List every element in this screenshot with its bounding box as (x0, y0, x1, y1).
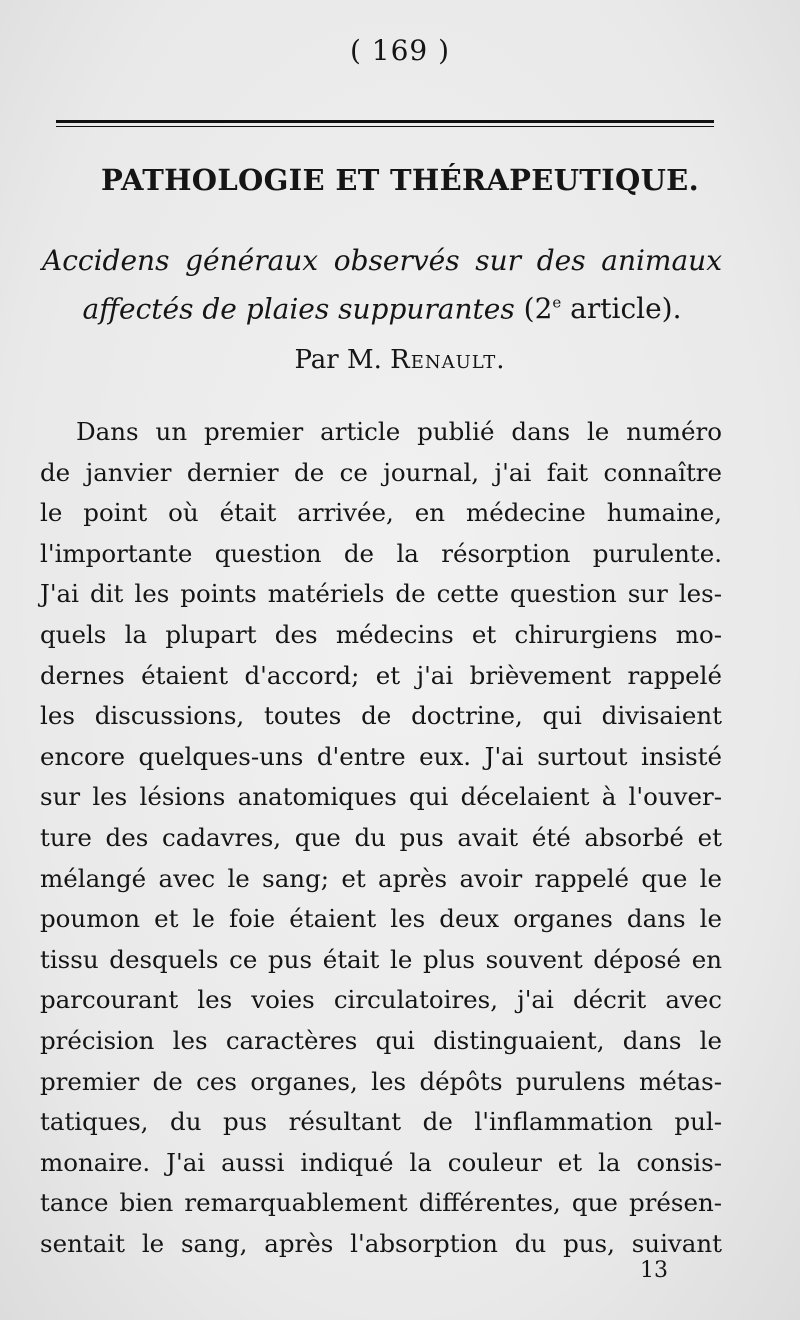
text-line: quels la plupart des médecins et chirurgiens mo- (40, 619, 722, 649)
text-line: dernes étaient d'accord; et j'ai brièvement rappelé (40, 660, 722, 690)
text-line: tatiques, du pus résultant de l'inflammation pul- (40, 1107, 722, 1137)
text-line: J'ai dit les points matériels de cette question sur les- (40, 579, 722, 609)
text-line: les discussions, toutes de doctrine, qui divisaient (40, 701, 722, 731)
header-rule-thin (56, 126, 714, 127)
text-line: encore quelques-uns d'entre eux. J'ai surtout insisté (40, 741, 722, 771)
text-line: monaire. J'ai aussi indiqué la couleur et la consis- (40, 1147, 722, 1177)
header-rule-thick (56, 120, 714, 123)
text-line: l'importante question de la résorption purulente. (40, 538, 722, 568)
text-line: tissu desquels ce pus était le plus souvent déposé en (40, 944, 722, 974)
text-line: sur les lésions anatomiques qui décelaient à l'ouver- (40, 782, 722, 812)
signature-mark: 13 (640, 1258, 668, 1283)
page-number: ( 169 ) (349, 34, 451, 67)
text-line: ture des cadavres, que du pus avait été absorbé et (40, 822, 722, 852)
body-text (40, 412, 722, 1264)
text-line: parcourant les voies circulatoires, j'ai décrit avec (40, 985, 722, 1015)
byline (0, 345, 800, 375)
text-line: précision les caractères qui distinguaient, dans le (40, 1025, 722, 1055)
text-line: le point où était arrivée, en médecine humaine, (40, 498, 722, 528)
article-title (42, 240, 722, 330)
byline-prefix: Par M. (294, 345, 391, 375)
text-line: poumon et le foie étaient les deux organes dans le (40, 904, 722, 934)
article-title-text: Accidens généraux observés sur des animaux affectés de plaies suppurantes (42, 244, 722, 326)
text-line: de janvier dernier de ce journal, j'ai fait connaître (40, 457, 722, 487)
text-line: tance bien remarquablement différentes, que présen- (40, 1188, 722, 1218)
article-title-suffix: (2e article). (523, 292, 682, 326)
text-line: premier de ces organes, les dépôts purulens métas- (40, 1066, 722, 1096)
text-line: Dans un premier article publié dans le numéro (76, 417, 722, 446)
text-line: mélangé avec le sang; et après avoir rappelé que le (40, 863, 722, 893)
byline-author: Renault. (390, 345, 506, 375)
text-line: sentait le sang, après l'absorption du pus, suivant (40, 1228, 722, 1258)
section-title: PATHOLOGIE ET THÉRAPEUTIQUE. (100, 163, 699, 197)
